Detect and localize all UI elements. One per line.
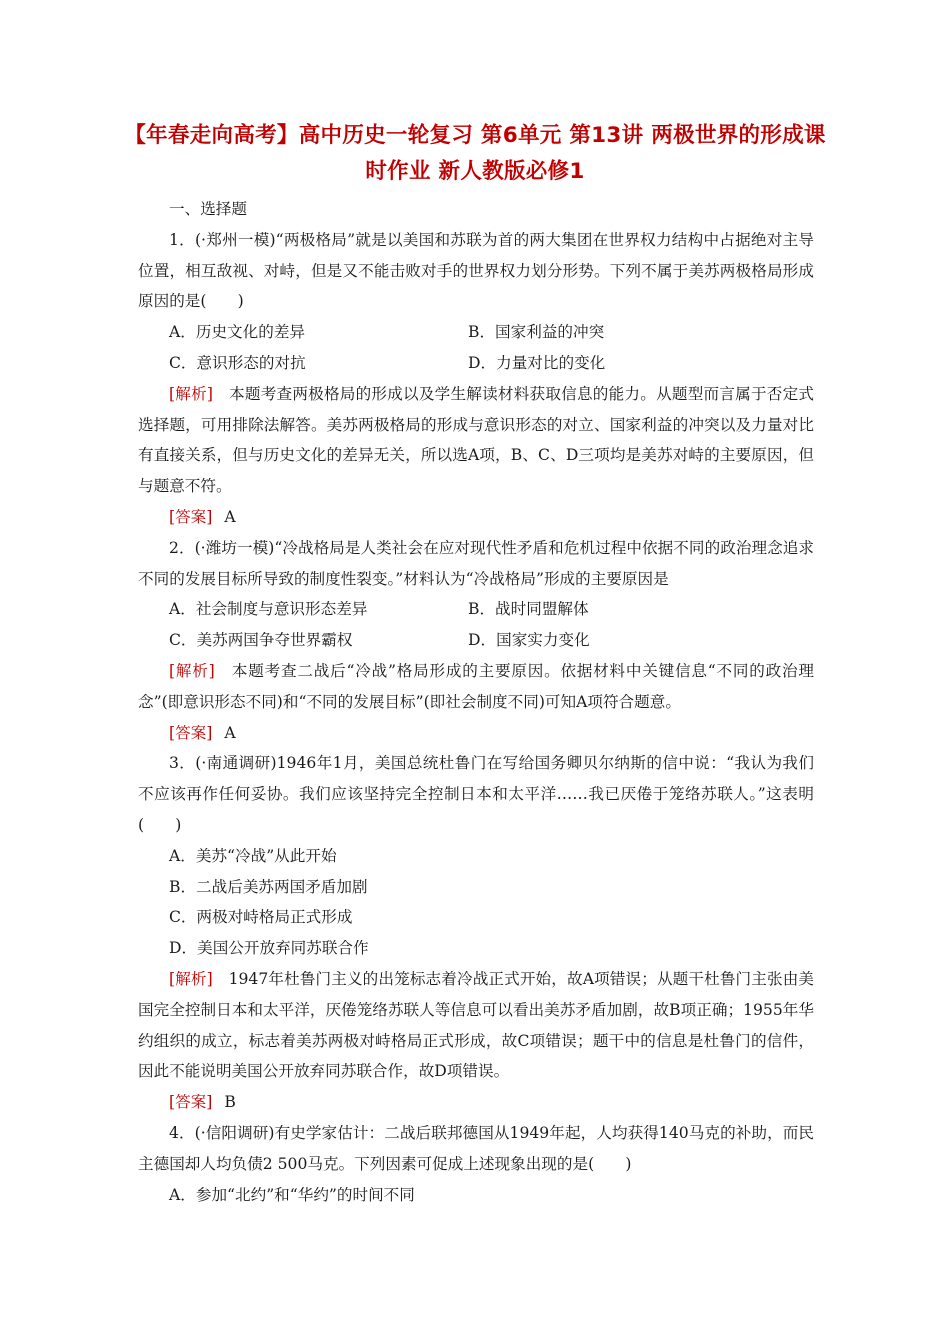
document-body: [138, 194, 814, 1210]
question-3-answer-value: B: [224, 1093, 236, 1112]
analysis-tag: [解析]: [169, 661, 215, 680]
question-1-option-a: A．历史文化的差异: [169, 323, 306, 342]
question-2-option-c: C．美苏两国争夺世界霸权: [169, 631, 353, 650]
question-3-option-c: C．两极对峙格局正式形成: [169, 908, 353, 927]
question-1-options-row-1: [138, 317, 814, 348]
question-2-analysis: [138, 656, 814, 718]
question-1-answer-value: A: [224, 507, 236, 526]
question-2-answer: [138, 718, 814, 749]
question-2-option-a: A．社会制度与意识形态差异: [169, 600, 368, 619]
question-3-option-d: D．美国公开放弃同苏联合作: [169, 939, 369, 958]
question-1-option-c: C．意识形态的对抗: [169, 353, 306, 372]
question-1-analysis-text: 本题考查两极格局的形成以及学生解读材料获取信息的能力。从题型而言属于否定式选择题，可用排除法解答。美苏两极格局的形成与意识形态的对立、国家利益的冲突以及力量对比有直接关系，但与历史文化的差异无关，所以选A项，B、C、D三项均是美苏对峙的主要原因，但与题意不符。: [138, 384, 814, 496]
question-1-option-d: D．力量对比的变化: [468, 353, 606, 372]
question-3-analysis-text: 1947年杜鲁门主义的出笼标志着冷战正式开始，故A项错误；从题干杜鲁门主张由美国完全控制日本和太平洋，厌倦笼络苏联人等信息可以看出美苏矛盾加剧，故B项正确；1955年华约组织的成立，标志着美苏两极对峙格局正式形成，故C项错误；题干中的信息是杜鲁门的信件，因此不能说明美国公开放弃同苏联合作，故D项错误。: [138, 969, 815, 1081]
analysis-tag: [解析]: [169, 969, 213, 988]
question-3-answer: [138, 1087, 814, 1118]
question-3-option-a: A．美苏“冷战”从此开始: [169, 846, 337, 865]
document-title: 【年春走向高考】高中历史一轮复习 第6单元 第13讲 两极世界的形成课时作业 新人教版必修1: [124, 123, 826, 184]
question-1-analysis: [138, 379, 814, 502]
question-3-stem: 3．(·南通调研)1946年1月，美国总统杜鲁门在写给国务卿贝尔纳斯的信中说：“我认为我们不应该再作任何妥协。我们应该坚持完全控制日本和太平洋……我已厌倦于笼络苏联人。”这表明( ): [138, 754, 814, 834]
question-2-option-b: B．战时同盟解体: [468, 600, 589, 619]
question-3-option-b: B．二战后美苏两国矛盾加剧: [169, 877, 368, 896]
question-1-stem: 1．(·郑州一模)“两极格局”就是以美国和苏联为首的两大集团在世界权力结构中占据绝对主导位置，相互敌视、对峙，但是又不能击败对手的世界权力划分形势。下列不属于美苏两极格局形成原因的是( ): [138, 230, 814, 311]
question-4-option-a: A．参加“北约”和“华约”的时间不同: [169, 1185, 415, 1204]
question-2-answer-value: A: [224, 723, 236, 742]
question-2-options-row-1: [138, 594, 814, 625]
question-1-answer: [138, 502, 814, 533]
answer-tag: [答案]: [169, 1093, 213, 1112]
question-2-options-row-2: [138, 625, 814, 656]
section-heading: 一、选择题: [169, 200, 247, 218]
question-3-analysis: [138, 964, 814, 1087]
question-2-stem: 2．(·潍坊一模)“冷战格局是人类社会在应对现代性矛盾和危机过程中依据不同的政治理念追求不同的发展目标所导致的制度性裂变。”材料认为“冷战格局”形成的主要原因是: [138, 538, 814, 588]
question-2-option-d: D．国家实力变化: [468, 631, 590, 650]
question-1-option-b: B．国家利益的冲突: [468, 323, 605, 342]
analysis-tag: [解析]: [169, 384, 214, 403]
question-1-options-row-2: [138, 348, 814, 379]
question-2-analysis-text: 本题考查二战后“冷战”格局形成的主要原因。依据材料中关键信息“不同的政治理念”(即意识形态不同)和“不同的发展目标”(即社会制度不同)可知A项符合题意。: [138, 661, 815, 711]
answer-tag: [答案]: [169, 723, 213, 742]
answer-tag: [答案]: [169, 507, 213, 526]
question-4-stem: 4．(·信阳调研)有史学家估计：二战后联邦德国从1949年起，人均获得140马克的补助，而民主德国却人均负债2 500马克。下列因素可促成上述现象出现的是( ): [138, 1123, 814, 1173]
